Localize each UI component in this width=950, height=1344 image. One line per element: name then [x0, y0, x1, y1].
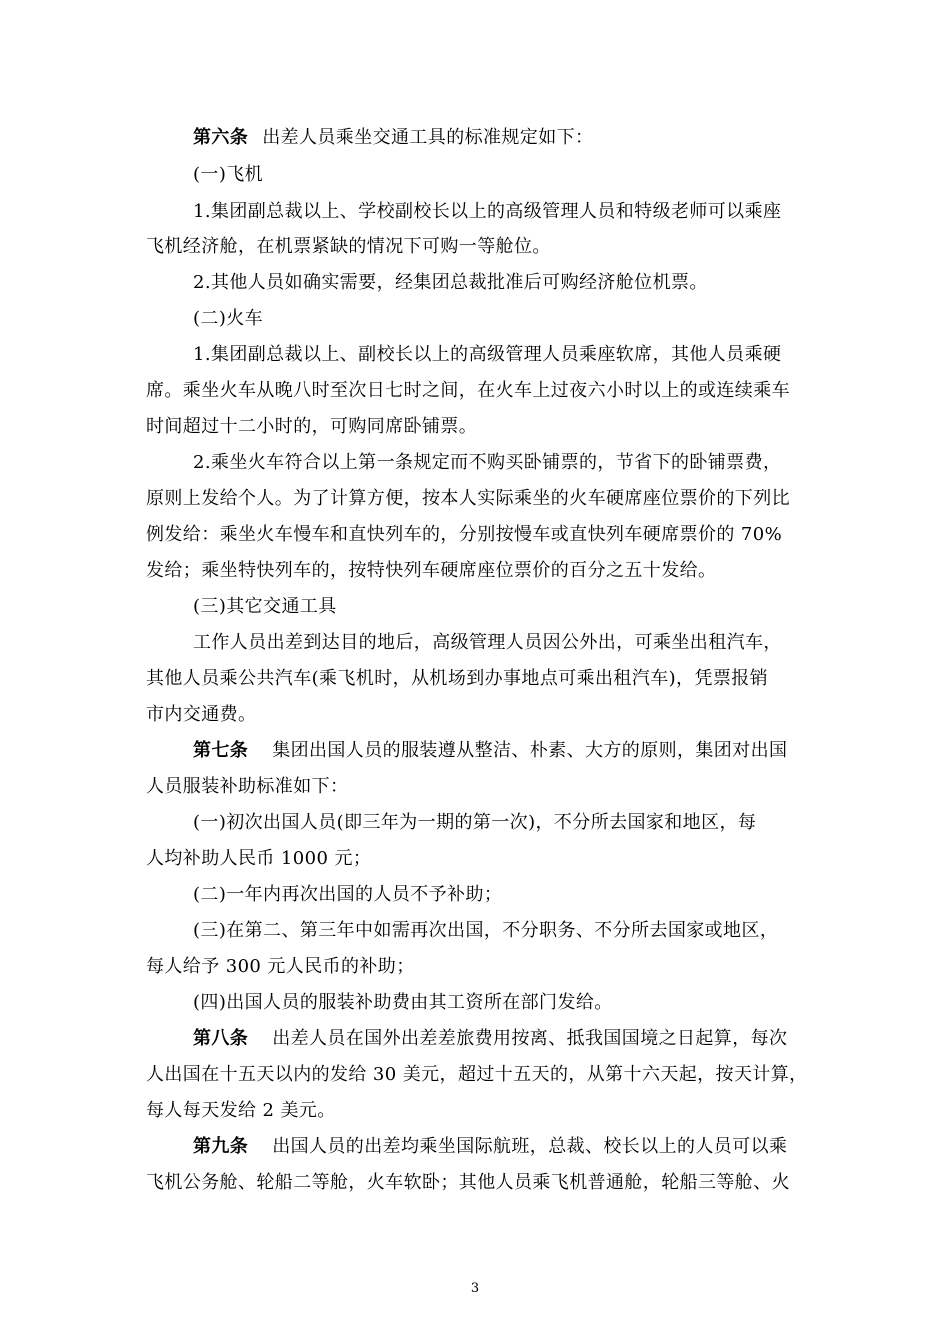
art6-sec2-p2-l4: 发给；乘坐特快列车的，按特快列车硬席座位票价的百分之五十发给。	[146, 560, 717, 581]
art6-sec3-p1-l2: 其他人员乘公共汽车(乘飞机时，从机场到办事地点可乘出租汽车)，凭票报销	[146, 668, 769, 689]
art6-sec1-p1-l2: 飞机经济舱，在机票紧缺的情况下可购一等舱位。	[146, 236, 551, 257]
art9-line-1	[193, 1136, 787, 1158]
art8-line-1	[193, 1028, 787, 1050]
page-number: 3	[470, 1281, 480, 1296]
art6-sec2-title: (二)火车	[193, 308, 264, 329]
art6-sec3-title: (三)其它交通工具	[193, 596, 337, 617]
art8-l3: 每人每天发给 2 美元。	[146, 1100, 336, 1121]
art7-item3-l1: (三)在第二、第三年中如需再次出国，不分职务、不分所去国家或地区，	[193, 920, 779, 941]
art7-item4-l1: (四)出国人员的服装补助费由其工资所在部门发给。	[193, 992, 613, 1013]
art9-l1: 出国人员的出差均乘坐国际航班，总裁、校长以上的人员可以乘	[272, 1136, 788, 1157]
art6-sec2-p2-l2: 原则上发给个人。为了计算方便，按本人实际乘坐的火车硬席座位票价的下列比	[146, 488, 790, 509]
art6-sec2-p1-l3: 时间超过十二小时的，可购同席卧铺票。	[146, 416, 478, 437]
art7-item3-l2: 每人给予 300 元人民币的补助；	[146, 956, 415, 977]
art6-sec2-p2-l1: 2.乘坐火车符合以上第一条规定而不购买卧铺票的，节省下的卧铺票费，	[193, 452, 782, 473]
art6-sec3-p1-l1: 工作人员出差到达目的地后，高级管理人员因公外出，可乘坐出租汽车，	[193, 632, 782, 653]
art6-sec3-p1-l3: 市内交通费。	[146, 704, 257, 725]
art9-heading: 第九条	[193, 1136, 249, 1157]
art7-heading: 第七条	[193, 740, 249, 761]
art7-item2-l1: (二)一年内再次出国的人员不予补助；	[193, 884, 503, 905]
art6-heading: 第六条	[193, 127, 249, 148]
art7-line-1	[193, 740, 787, 762]
art6-sec1-p1-l1: 1.集团副总裁以上、学校副校长以上的高级管理人员和特级老师可以乘座	[193, 201, 782, 222]
art6-sec1-title: (一)飞机	[193, 164, 264, 185]
art8-l1: 出差人员在国外出差差旅费用按离、抵我国国境之日起算，每次	[272, 1028, 788, 1049]
art6-sec2-p1-l2: 席。乘坐火车从晚八时至次日七时之间，在火车上过夜六小时以上的或连续乘车	[146, 380, 790, 401]
art8-l2: 人出国在十五天以内的发给 30 美元，超过十五天的，从第十六天起，按天计算，	[146, 1064, 808, 1085]
art6-sec1-p2-l1: 2.其他人员如确实需要，经集团总裁批准后可购经济舱位机票。	[193, 272, 708, 293]
art6-sec2-p2-l3: 例发给：乘坐火车慢车和直快列车的，分别按慢车或直快列车硬席票价的 70%	[146, 524, 783, 545]
art8-heading: 第八条	[193, 1028, 249, 1049]
art7-item1-l2: 人均补助人民币 1000 元；	[146, 848, 372, 869]
art7-l2: 人员服装补助标准如下：	[146, 776, 349, 797]
art7-item1-l1: (一)初次出国人员(即三年为一期的第一次)，不分所去国家和地区，每	[193, 812, 757, 833]
art6-intro: 出差人员乘坐交通工具的标准规定如下：	[262, 127, 594, 148]
art9-l2: 飞机公务舱、轮船二等舱，火车软卧；其他人员乘飞机普通舱，轮船三等舱、火	[146, 1172, 790, 1193]
art6-line-1	[193, 127, 593, 149]
art6-sec2-p1-l1: 1.集团副总裁以上、副校长以上的高级管理人员乘座软席，其他人员乘硬	[193, 344, 782, 365]
art7-l1: 集团出国人员的服装遵从整洁、朴素、大方的原则，集团对出国	[272, 740, 788, 761]
